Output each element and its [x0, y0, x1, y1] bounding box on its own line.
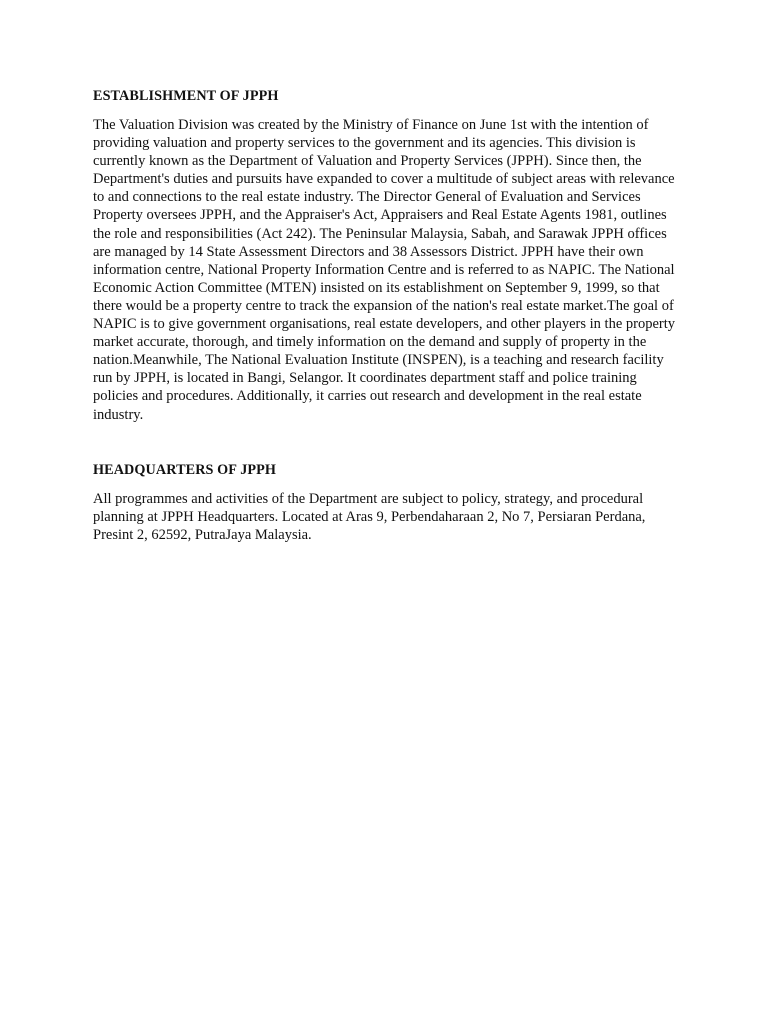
- section-establishment: [93, 86, 678, 424]
- section-heading-establishment: ESTABLISHMENT OF JPPH: [93, 88, 279, 104]
- section-body-establishment: The Valuation Division was created by the Ministry of Finance on June 1st with the intention of providing valuation and property services to the government and its agencies. This division is currently known as the Department of Valuation and Property Services (JPPH). Since then, the Department's duties and pursuits have expanded to cover a multitude of subject areas with relevance to and connections to the real estate industry. The Director General of Evaluation and Services Property oversees JPPH, and the Appraiser's Act, Appraisers and Real Estate Agents 1981, outlines the role and responsibilities (Act 242). The Peninsular Malaysia, Sabah, and Sarawak JPPH offices are managed by 14 State Assessment Directors and 38 Assessors District. JPPH have their own information centre, National Property Information Centre and is referred to as NAPIC. The National Economic Action Committee (MTEN) insisted on its establishment on September 9, 1999, so that there would be a property centre to track the expansion of the nation's real estate market.The goal of NAPIC is to give government organisations, real estate developers, and other players in the property market accurate, thorough, and timely information on the demand and supply of property in the nation.Meanwhile, The National Evaluation Institute (INSPEN), is a teaching and research facility run by JPPH, is located in Bangi, Selangor. It coordinates department staff and police training policies and procedures. Additionally, it carries out research and development in the real estate industry.: [93, 117, 675, 423]
- section-headquarters: [93, 460, 678, 544]
- section-heading-headquarters: HEADQUARTERS OF JPPH: [93, 461, 277, 478]
- document-content: [93, 86, 678, 544]
- section-body-headquarters: All programmes and activities of the Department are subject to policy, strategy, and procedural planning at JPPH Headquarters. Located at Aras 9, Perbendaharaan 2, No 7, Persiaran Perdana, Presint 2, 62592, PutraJaya Malaysia.: [93, 490, 646, 543]
- section-spacer: [93, 424, 678, 460]
